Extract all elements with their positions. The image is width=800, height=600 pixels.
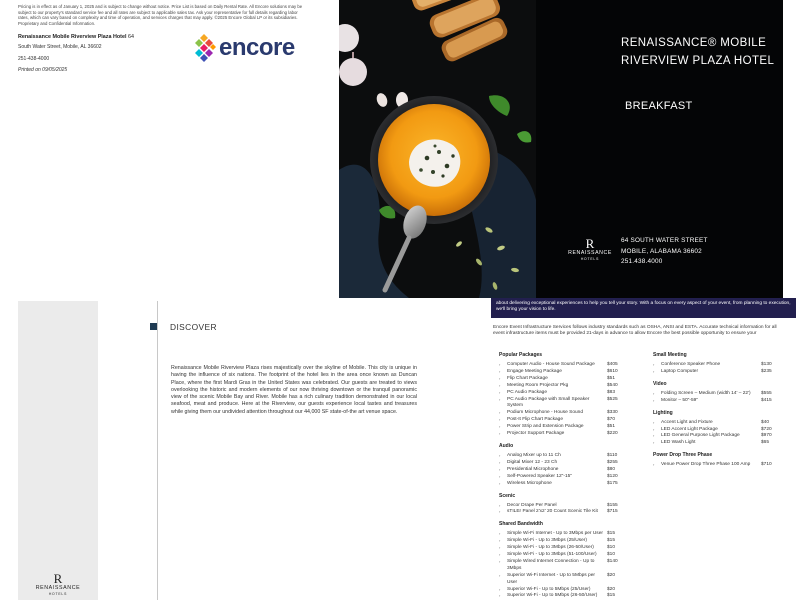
price-item-name: Presidential Microphone: [507, 466, 559, 472]
price-section-heading: Shared Bandwidth: [499, 521, 543, 528]
cover-subtitle: BREAKFAST: [625, 100, 693, 112]
chevron-right-icon: ›: [653, 440, 655, 446]
price-section-heading: Popular Packages: [499, 352, 543, 358]
renaissance-r-icon: R: [585, 236, 595, 251]
price-section-audio: [499, 443, 621, 488]
soup-photo-illustration: [339, 0, 536, 298]
sidebar-panel: [18, 301, 98, 600]
price-item-name: Power Strip and Extension Package: [507, 424, 584, 430]
vertical-divider: [157, 301, 158, 600]
chevron-right-icon: ›: [653, 362, 655, 367]
price-item-price: $51: [607, 424, 616, 430]
chevron-right-icon: ›: [499, 466, 501, 472]
price-row: [499, 467, 621, 474]
price-item-price: $710: [761, 462, 772, 468]
hotel-name-text: Renaissance Mobile Riverview Plaza Hotel: [18, 34, 127, 40]
price-item-price: $110: [607, 452, 618, 458]
price-item-price: $80: [607, 466, 616, 472]
price-row: [499, 397, 621, 411]
chevron-right-icon: ›: [653, 390, 655, 396]
price-item-price: $555: [761, 390, 772, 396]
price-item-name: Digital Mixer 12 - 23 Ch: [507, 459, 558, 465]
price-item-price: $10: [607, 545, 616, 551]
price-item-price: $415: [761, 397, 772, 403]
price-item-name: Superior Wi-Fi Internet - Up to 5Mbps per User: [507, 572, 595, 585]
chevron-right-icon: ›: [653, 433, 655, 439]
price-row: [499, 509, 621, 516]
price-row: [653, 362, 775, 369]
price-row: [499, 431, 621, 438]
discover-body: Renaissance Mobile Riverview Plaza rises majestically over the skyline of Mobile. This city is unique in having the influence of six nations. The footprint of the hotel lies in the area once known as Duncan Place, where the first Mardi Gras in the United States was celebrated. Our guests are treated to views overlooking the historic and modern elements of our now thriving downtown or the tranquil panoramic view of the scenic Mobile Bay and River. Mobile has a rich culinary tradition demonstrated in our local seafood, meat and produce. Here at the Riverview, our guests experience local tastes and treasures while giving them our undivided attention throughout our 44,000 SF state-of-the art venue space.: [171, 365, 417, 415]
hotel-name: [18, 34, 134, 40]
price-item-price: $970: [761, 433, 772, 439]
price-item-name: Folding Screen – Medium (width 14' – 22'): [661, 390, 751, 396]
price-item-name: Wireless Microphone: [507, 480, 552, 486]
price-section-scenic: [499, 493, 621, 517]
price-item-price: $720: [761, 426, 772, 432]
chevron-right-icon: ›: [499, 410, 501, 416]
price-row: [499, 369, 621, 376]
price-item-name: Meeting Room Projector Pkg: [507, 382, 569, 388]
price-item-name: LED Wash Light: [661, 440, 696, 446]
price-item-price: $20: [607, 586, 616, 592]
price-item-price: $15: [607, 538, 616, 544]
chevron-right-icon: ›: [499, 375, 501, 381]
infrastructure-text: Encore Event Infrastructure Services follows industry standards such as OSHA, ANSI and ESTA. Accurate technical information for all event infrastructure items must be provided 21-days in advance to allow Encore the best possible opportunity to ensure your: [493, 325, 777, 337]
price-item-name: Decor Drape Per Panel: [507, 502, 557, 508]
price-item-name: Simple Wi-Fi - Up to 3Mbps (25/User): [507, 538, 587, 544]
price-row: [499, 559, 621, 573]
price-section-power-drop-three-phase: [653, 452, 775, 469]
price-item-price: $40: [761, 419, 770, 425]
renaissance-subword: HOTELS: [580, 257, 600, 261]
price-item-price: $540: [607, 382, 618, 388]
price-item-name: PC Audio Package with Small Speaker System: [507, 396, 590, 409]
renaissance-wordmark: RENAISSANCE: [568, 250, 612, 256]
price-item-name: Computer Audio - House Sound Package: [507, 362, 595, 367]
encore-logo: [194, 32, 304, 64]
chevron-right-icon: ›: [499, 558, 501, 564]
price-item-price: $15: [607, 593, 616, 599]
price-row: [653, 462, 775, 469]
chevron-right-icon: ›: [499, 362, 501, 367]
price-item-name: Podium Microphone - House Sound: [507, 410, 583, 416]
chevron-right-icon: ›: [499, 389, 501, 395]
price-row: [653, 440, 775, 447]
price-item-name: Flip Chart Package: [507, 375, 548, 381]
price-section-video: [653, 381, 775, 405]
hotel-street: South Water Street, Mobile, AL 36602: [18, 44, 102, 50]
price-row: [499, 552, 621, 559]
price-item-name: Conference Speaker Phone: [661, 362, 721, 367]
price-row: [499, 453, 621, 460]
price-column-left: [499, 352, 621, 600]
chevron-right-icon: ›: [499, 509, 501, 515]
price-item-price: $610: [607, 368, 618, 374]
chevron-right-icon: ›: [499, 552, 501, 558]
cover-address-line-2: MOBILE, ALABAMA 36602: [621, 247, 702, 255]
price-item-name: Simple Wi-Fi - Up to 3Mbps (51-100/User): [507, 552, 597, 558]
price-item-price: $525: [607, 396, 618, 402]
chevron-right-icon: ›: [653, 368, 655, 374]
cover-address: [621, 236, 708, 268]
section-marker-icon: [150, 323, 157, 330]
price-section-heading: Power Drop Three Phase: [653, 452, 713, 459]
price-item-name: Analog Mixer up to 11 Ch: [507, 452, 561, 458]
price-item-price: $330: [607, 410, 618, 416]
price-row: [653, 369, 775, 376]
discover-heading: DISCOVER: [170, 322, 217, 332]
price-row: [499, 545, 621, 552]
chevron-right-icon: ›: [499, 538, 501, 544]
price-item-name: Projector Support Package: [507, 431, 565, 437]
chevron-right-icon: ›: [499, 480, 501, 486]
price-item-name: Laptop Computer: [661, 368, 699, 374]
encore-wordmark: encore: [219, 34, 295, 61]
price-section-popular-packages: [499, 352, 621, 438]
chevron-right-icon: ›: [499, 531, 501, 537]
price-item-name: LED Accent Light Package: [661, 426, 718, 432]
price-row: [499, 376, 621, 383]
price-row: [499, 593, 621, 600]
price-item-name: Superior Wi-Fi - Up to 5Mbps (26-50/User): [507, 593, 598, 599]
price-item-name: Monitor – 50"-59": [661, 397, 699, 403]
price-section-lighting: [653, 410, 775, 448]
renaissance-logo-footer: [18, 572, 98, 597]
encore-intro-band: about delivering exceptional experiences to help you tell your story. With a focus on every aspect of your event, from planning to execution, we'll bring your vision to life.: [491, 298, 796, 318]
renaissance-r-icon: R: [53, 571, 63, 586]
chevron-right-icon: ›: [499, 586, 501, 592]
price-section-heading: Video: [653, 380, 667, 387]
page-number: 64: [127, 34, 134, 40]
price-item-price: $20: [607, 572, 616, 578]
price-item-name: Engage Meeting Package: [507, 368, 562, 374]
chevron-right-icon: ›: [653, 419, 655, 425]
price-item-name: Venue Power Drop Three Phase 100 Amp: [661, 462, 751, 468]
price-row: [653, 391, 775, 398]
chevron-right-icon: ›: [499, 545, 501, 551]
cover-title-line-2: RIVERVIEW PLAZA HOTEL: [621, 55, 775, 67]
chevron-right-icon: ›: [499, 431, 501, 437]
price-item-price: $15: [607, 531, 616, 537]
chevron-right-icon: ›: [499, 368, 501, 374]
price-row: [499, 362, 621, 369]
renaissance-logo-cover: [568, 237, 612, 262]
chevron-right-icon: ›: [653, 426, 655, 432]
price-item-price: $140: [607, 558, 618, 564]
price-item-name: Simple Wired Internet Connection - Up to 3Mbps: [507, 558, 595, 571]
price-item-price: $715: [607, 509, 618, 515]
cover-panel: [536, 0, 783, 298]
price-row: [499, 474, 621, 481]
printed-date: Printed on 09/05/2025: [18, 67, 68, 73]
price-item-price: $10: [607, 552, 616, 558]
price-item-price: $83: [607, 389, 616, 395]
price-section-small-meeting: [653, 352, 775, 376]
chevron-right-icon: ›: [499, 452, 501, 458]
price-row: [499, 390, 621, 397]
price-item-name: Simple Wi-Fi Internet - Up to 3Mbps per User: [507, 531, 603, 537]
price-section-heading: Lighting: [653, 409, 673, 416]
chevron-right-icon: ›: [499, 593, 501, 599]
price-section-heading: Audio: [499, 442, 514, 449]
chevron-right-icon: ›: [499, 396, 501, 402]
price-item-price: $70: [607, 417, 616, 423]
cover-address-line-1: 64 SOUTH WATER STREET: [621, 237, 708, 244]
price-item-price: $235: [761, 368, 772, 374]
price-row: [499, 460, 621, 467]
cover-title-line-1: RENAISSANCE® MOBILE: [621, 37, 767, 49]
chevron-right-icon: ›: [499, 473, 501, 479]
price-item-name: Accent Light and Fixture: [661, 419, 713, 425]
price-item-price: $130: [761, 362, 772, 367]
price-row: [653, 398, 775, 405]
price-row: [499, 573, 621, 587]
chevron-right-icon: ›: [499, 417, 501, 423]
price-item-price: $405: [607, 362, 618, 367]
price-item-name: Self-Powered Speaker 12"-15": [507, 473, 573, 479]
price-item-name: Superior Wi-Fi - Up to 5Mbps (25/User): [507, 586, 591, 592]
pricing-notice: Pricing is in effect as of January 1, 2025 and is subject to change without notice. Price List is based on Daily Rental Rate. All Encore solutions may be subject to our property's standard service fee and all rates are subject to applicable sales tax. Ask your representative for full details regarding labor rates, which can vary based on complexity and time of operation, and services charges that may apply. ©2025 Encore Global LP or its subsidiaries. Proprietary and Confidential Information.: [18, 4, 303, 26]
price-item-price: $175: [607, 480, 618, 486]
price-row: [653, 420, 775, 427]
price-item-name: sTILEr Panel 2'x2' 20 Count Scenic Tile Kit: [507, 509, 598, 515]
price-item-price: $220: [607, 431, 618, 437]
hero-photo: [339, 0, 536, 298]
encore-mark-icon: [194, 34, 216, 62]
price-item-price: $120: [607, 473, 618, 479]
chevron-right-icon: ›: [499, 424, 501, 430]
price-section-heading: Scenic: [499, 492, 516, 499]
chevron-right-icon: ›: [653, 397, 655, 403]
chevron-right-icon: ›: [499, 459, 501, 465]
price-item-name: Post-It Flip Chart Package: [507, 417, 563, 423]
price-item-name: LED General Purpose Light Package: [661, 433, 740, 439]
chevron-right-icon: ›: [499, 502, 501, 508]
price-item-name: PC Audio Package: [507, 389, 548, 395]
price-item-price: $255: [607, 459, 618, 465]
renaissance-subword: HOTELS: [48, 592, 68, 596]
price-item-price: $65: [761, 440, 770, 446]
price-item-price: $155: [607, 502, 618, 508]
chevron-right-icon: ›: [499, 572, 501, 578]
price-section-heading: Small Meeting: [653, 352, 687, 358]
cover-title: [621, 34, 774, 70]
price-item-price: $51: [607, 375, 616, 381]
chevron-right-icon: ›: [653, 462, 655, 468]
chevron-right-icon: ›: [499, 382, 501, 388]
cover-address-line-3: 251.438.4000: [621, 258, 663, 266]
price-column-right: [653, 352, 775, 474]
price-row: [499, 383, 621, 390]
price-row: [499, 481, 621, 488]
price-item-name: Simple Wi-Fi - Up to 3Mbps (26-50/User): [507, 545, 594, 551]
hotel-phone: 251-438-4000: [18, 56, 50, 62]
price-section-shared-bandwidth: [499, 521, 621, 600]
renaissance-wordmark: RENAISSANCE: [35, 585, 81, 591]
